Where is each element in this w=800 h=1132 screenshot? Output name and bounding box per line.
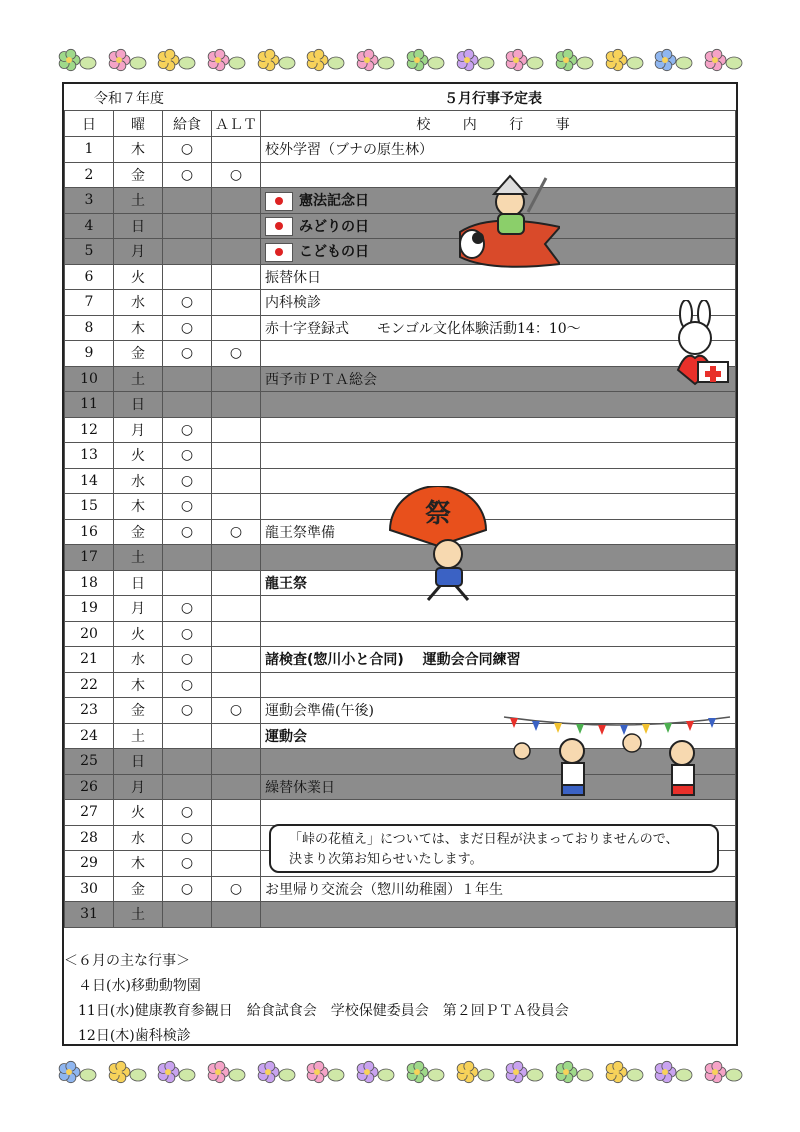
border-ornament xyxy=(453,1057,497,1087)
june-events-heading: ＜６月の主な行事＞ xyxy=(64,953,190,969)
border-ornament xyxy=(204,1057,248,1087)
flower-bird-ornament-icon xyxy=(254,45,298,75)
lunch-cell xyxy=(163,774,212,800)
event-text: 校外学習（ブナの原生林） xyxy=(265,142,433,159)
day-cell: 27 xyxy=(65,800,114,826)
table-row xyxy=(65,213,736,239)
alt-cell: ○ xyxy=(212,341,261,367)
flower-bird-ornament-icon xyxy=(403,45,447,75)
alt-cell xyxy=(212,596,261,622)
border-ornament xyxy=(154,1057,198,1087)
col-header-alt: ＡＬＴ xyxy=(212,111,261,137)
day-cell: 17 xyxy=(65,545,114,571)
flower-bird-ornament-icon xyxy=(453,1057,497,1087)
alt-cell xyxy=(212,647,261,673)
border-ornament xyxy=(303,1057,347,1087)
flower-bird-ornament-icon xyxy=(154,1057,198,1087)
border-ornament xyxy=(105,1057,149,1087)
border-ornament xyxy=(453,45,497,75)
weekday-cell: 木 xyxy=(114,494,163,520)
alt-cell xyxy=(212,239,261,265)
event-cell xyxy=(261,570,736,596)
border-ornament xyxy=(552,45,596,75)
lunch-cell xyxy=(163,213,212,239)
col-header-day: 日 xyxy=(65,111,114,137)
event-cell xyxy=(261,672,736,698)
day-cell: 15 xyxy=(65,494,114,520)
alt-cell: ○ xyxy=(212,698,261,724)
weekday-cell: 金 xyxy=(114,876,163,902)
day-cell: 8 xyxy=(65,315,114,341)
flower-bird-ornament-icon xyxy=(552,45,596,75)
fiscal-year-label: 令和７年度 xyxy=(94,91,164,107)
day-cell: 11 xyxy=(65,392,114,418)
border-ornament xyxy=(353,45,397,75)
col-header-events: 校 内 行 事 xyxy=(261,111,736,137)
day-cell: 16 xyxy=(65,519,114,545)
day-cell: 20 xyxy=(65,621,114,647)
bunting-flags-icon xyxy=(510,718,716,735)
festival-fan-boy-illustration xyxy=(388,486,498,606)
lunch-cell xyxy=(163,366,212,392)
flower-bird-ornament-icon xyxy=(303,45,347,75)
day-cell: 6 xyxy=(65,264,114,290)
alt-cell xyxy=(212,800,261,826)
alt-cell xyxy=(212,621,261,647)
japan-flag-icon xyxy=(265,217,293,236)
lunch-cell xyxy=(163,392,212,418)
alt-cell xyxy=(212,774,261,800)
border-ornament xyxy=(403,1057,447,1087)
event-cell xyxy=(261,137,736,163)
table-row xyxy=(65,392,736,418)
alt-cell xyxy=(212,468,261,494)
table-row xyxy=(65,902,736,928)
weekday-cell: 土 xyxy=(114,188,163,214)
weekday-cell: 日 xyxy=(114,570,163,596)
table-row xyxy=(65,264,736,290)
table-row xyxy=(65,621,736,647)
lunch-cell: ○ xyxy=(163,162,212,188)
weekday-cell: 火 xyxy=(114,443,163,469)
event-text: 諸検査(惣川小と合同) 運動会合同練習 xyxy=(265,652,521,669)
flower-bird-ornament-icon xyxy=(204,45,248,75)
day-cell: 12 xyxy=(65,417,114,443)
alt-cell xyxy=(212,213,261,239)
june-events-section xyxy=(64,949,736,1049)
june-event-item: 11日(水)健康教育参観日 給食試食会 学校保健委員会 第２回ＰＴＡ役員会 xyxy=(64,1003,569,1019)
day-cell: 30 xyxy=(65,876,114,902)
day-cell: 26 xyxy=(65,774,114,800)
day-cell: 24 xyxy=(65,723,114,749)
weekday-cell: 金 xyxy=(114,519,163,545)
border-ornament xyxy=(303,45,347,75)
flower-bird-ornament-icon xyxy=(502,45,546,75)
alt-cell xyxy=(212,902,261,928)
flower-bird-ornament-icon xyxy=(105,1057,149,1087)
flower-bird-ornament-icon xyxy=(353,1057,397,1087)
lunch-cell xyxy=(163,188,212,214)
alt-cell xyxy=(212,672,261,698)
alt-cell xyxy=(212,723,261,749)
day-cell: 10 xyxy=(65,366,114,392)
lunch-cell: ○ xyxy=(163,341,212,367)
alt-cell xyxy=(212,366,261,392)
lunch-cell: ○ xyxy=(163,417,212,443)
flower-bird-ornament-icon xyxy=(353,45,397,75)
weekday-cell: 月 xyxy=(114,239,163,265)
flower-bird-ornament-icon xyxy=(303,1057,347,1087)
weekday-cell: 木 xyxy=(114,851,163,877)
table-row xyxy=(65,137,736,163)
border-ornament xyxy=(602,1057,646,1087)
lunch-cell: ○ xyxy=(163,137,212,163)
lunch-cell: ○ xyxy=(163,596,212,622)
alt-cell xyxy=(212,417,261,443)
event-cell xyxy=(261,647,736,673)
flower-bird-ornament-icon xyxy=(105,45,149,75)
lunch-cell: ○ xyxy=(163,672,212,698)
flower-bird-ornament-icon xyxy=(154,45,198,75)
event-cell xyxy=(261,468,736,494)
notice-line-1: 「峠の花植え」については、まだ日程が決まっておりませんので、 xyxy=(289,832,679,847)
weekday-cell: 金 xyxy=(114,341,163,367)
lunch-cell: ○ xyxy=(163,825,212,851)
table-row xyxy=(65,290,736,316)
flower-bird-ornament-icon xyxy=(204,1057,248,1087)
weekday-cell: 水 xyxy=(114,290,163,316)
weekday-cell: 水 xyxy=(114,647,163,673)
nurse-rabbit-illustration xyxy=(656,300,736,390)
flower-bird-ornament-icon xyxy=(403,1057,447,1087)
alt-cell xyxy=(212,392,261,418)
col-header-weekday: 曜 xyxy=(114,111,163,137)
day-cell: 28 xyxy=(65,825,114,851)
weekday-cell: 火 xyxy=(114,800,163,826)
day-cell: 4 xyxy=(65,213,114,239)
flower-bird-ornament-icon xyxy=(651,1057,695,1087)
border-ornament xyxy=(403,45,447,75)
notice-line-2: 決まり次第お知らせいたします。 xyxy=(289,852,483,867)
day-cell: 9 xyxy=(65,341,114,367)
day-cell: 19 xyxy=(65,596,114,622)
lunch-cell xyxy=(163,723,212,749)
table-header-row xyxy=(65,111,736,137)
table-row xyxy=(65,417,736,443)
event-cell xyxy=(261,417,736,443)
weekday-cell: 日 xyxy=(114,213,163,239)
day-cell: 25 xyxy=(65,749,114,775)
june-event-item: 12日(木)歯科検診 xyxy=(64,1028,191,1044)
festival-sign-text: 祭 xyxy=(424,499,452,529)
event-text: お里帰り交流会（惣川幼稚園）１年生 xyxy=(265,881,503,898)
day-cell: 21 xyxy=(65,647,114,673)
day-cell: 3 xyxy=(65,188,114,214)
border-ornament xyxy=(602,45,646,75)
table-row xyxy=(65,162,736,188)
lunch-cell: ○ xyxy=(163,315,212,341)
alt-cell xyxy=(212,290,261,316)
event-text: 赤十字登録式 モンゴル文化体験活動14：10～ xyxy=(265,320,581,337)
flower-bird-ornament-icon xyxy=(701,45,745,75)
border-ornament xyxy=(55,45,99,75)
lunch-cell: ○ xyxy=(163,698,212,724)
border-ornament xyxy=(154,45,198,75)
border-ornament xyxy=(254,1057,298,1087)
weekday-cell: 金 xyxy=(114,698,163,724)
flower-bird-ornament-icon xyxy=(651,45,695,75)
bottom-flower-border xyxy=(55,1054,745,1090)
border-ornament xyxy=(701,1057,745,1087)
alt-cell xyxy=(212,851,261,877)
flower-bird-ornament-icon xyxy=(453,45,497,75)
event-text: 龍王祭 xyxy=(265,575,307,592)
weekday-cell: 土 xyxy=(114,366,163,392)
flower-bird-ornament-icon xyxy=(701,1057,745,1087)
border-ornament xyxy=(353,1057,397,1087)
table-row xyxy=(65,366,736,392)
lunch-cell xyxy=(163,570,212,596)
alt-cell: ○ xyxy=(212,162,261,188)
lunch-cell xyxy=(163,239,212,265)
alt-cell xyxy=(212,570,261,596)
table-row xyxy=(65,188,736,214)
event-text: こどもの日 xyxy=(299,244,369,260)
weekday-cell: 日 xyxy=(114,392,163,418)
alt-cell xyxy=(212,825,261,851)
first-aid-kit-icon xyxy=(698,362,728,382)
table-row xyxy=(65,443,736,469)
lunch-cell: ○ xyxy=(163,468,212,494)
table-row xyxy=(65,341,736,367)
event-cell xyxy=(261,545,736,571)
border-ornament xyxy=(651,45,695,75)
event-text: 龍王祭準備 xyxy=(265,524,335,541)
weekday-cell: 土 xyxy=(114,545,163,571)
day-cell: 14 xyxy=(65,468,114,494)
page-title: ５月行事予定表 xyxy=(444,91,542,107)
day-cell: 23 xyxy=(65,698,114,724)
event-text: みどりの日 xyxy=(299,218,369,235)
weekday-cell: 火 xyxy=(114,621,163,647)
weekday-cell: 水 xyxy=(114,468,163,494)
samurai-boy-carp-illustration xyxy=(450,172,560,287)
lunch-cell: ○ xyxy=(163,876,212,902)
notice-box xyxy=(269,824,719,873)
alt-cell xyxy=(212,443,261,469)
col-header-lunch: 給食 xyxy=(163,111,212,137)
flower-bird-ornament-icon xyxy=(55,45,99,75)
lunch-cell: ○ xyxy=(163,494,212,520)
table-row xyxy=(65,315,736,341)
border-ornament xyxy=(502,1057,546,1087)
event-cell xyxy=(261,596,736,622)
day-cell: 2 xyxy=(65,162,114,188)
running-children-icon xyxy=(514,734,694,795)
weekday-cell: 月 xyxy=(114,417,163,443)
event-cell xyxy=(261,392,736,418)
lunch-cell: ○ xyxy=(163,519,212,545)
event-cell xyxy=(261,443,736,469)
alt-cell xyxy=(212,749,261,775)
alt-cell: ○ xyxy=(212,876,261,902)
weekday-cell: 日 xyxy=(114,749,163,775)
flower-bird-ornament-icon xyxy=(552,1057,596,1087)
day-cell: 7 xyxy=(65,290,114,316)
alt-cell xyxy=(212,494,261,520)
day-cell: 22 xyxy=(65,672,114,698)
weekday-cell: 月 xyxy=(114,596,163,622)
border-ornament xyxy=(105,45,149,75)
alt-cell: ○ xyxy=(212,519,261,545)
day-cell: 5 xyxy=(65,239,114,265)
flower-bird-ornament-icon xyxy=(55,1057,99,1087)
schedule-header xyxy=(64,84,736,111)
border-ornament xyxy=(254,45,298,75)
day-cell: 29 xyxy=(65,851,114,877)
top-flower-border xyxy=(55,42,745,78)
event-cell xyxy=(261,494,736,520)
border-ornament xyxy=(204,45,248,75)
weekday-cell: 木 xyxy=(114,672,163,698)
flower-bird-ornament-icon xyxy=(502,1057,546,1087)
lunch-cell: ○ xyxy=(163,800,212,826)
table-row xyxy=(65,239,736,265)
event-text: 振替休日 xyxy=(265,269,321,286)
japan-flag-icon xyxy=(265,243,293,262)
event-text: 憲法記念日 xyxy=(299,193,369,209)
schedule-frame xyxy=(62,82,738,1046)
event-text: 繰替休業日 xyxy=(265,779,335,796)
border-ornament xyxy=(55,1057,99,1087)
alt-cell xyxy=(212,188,261,214)
table-row xyxy=(65,647,736,673)
event-text: 西予市ＰＴＡ総会 xyxy=(265,371,377,388)
weekday-cell: 金 xyxy=(114,162,163,188)
alt-cell xyxy=(212,137,261,163)
flower-bird-ornament-icon xyxy=(602,45,646,75)
event-text: 運動会準備(午後) xyxy=(265,703,374,720)
sports-day-illustration xyxy=(502,711,732,811)
june-event-item: ４日(水)移動動物園 xyxy=(64,978,201,994)
event-text: 運動会 xyxy=(265,728,307,745)
day-cell: 13 xyxy=(65,443,114,469)
lunch-cell: ○ xyxy=(163,443,212,469)
lunch-cell xyxy=(163,902,212,928)
border-ornament xyxy=(701,45,745,75)
event-cell xyxy=(261,519,736,545)
lunch-cell: ○ xyxy=(163,621,212,647)
event-cell xyxy=(261,621,736,647)
day-cell: 18 xyxy=(65,570,114,596)
border-ornament xyxy=(502,45,546,75)
weekday-cell: 木 xyxy=(114,137,163,163)
day-cell: 31 xyxy=(65,902,114,928)
border-ornament xyxy=(651,1057,695,1087)
weekday-cell: 月 xyxy=(114,774,163,800)
japan-flag-icon xyxy=(265,192,293,211)
lunch-cell: ○ xyxy=(163,647,212,673)
lunch-cell xyxy=(163,749,212,775)
flower-bird-ornament-icon xyxy=(254,1057,298,1087)
lunch-cell: ○ xyxy=(163,851,212,877)
event-cell xyxy=(261,902,736,928)
alt-cell xyxy=(212,264,261,290)
lunch-cell xyxy=(163,264,212,290)
lunch-cell: ○ xyxy=(163,290,212,316)
lunch-cell xyxy=(163,545,212,571)
alt-cell xyxy=(212,545,261,571)
day-cell: 1 xyxy=(65,137,114,163)
weekday-cell: 水 xyxy=(114,825,163,851)
event-text: 内科検診 xyxy=(265,295,321,312)
weekday-cell: 火 xyxy=(114,264,163,290)
event-cell xyxy=(261,876,736,902)
table-row xyxy=(65,672,736,698)
border-ornament xyxy=(552,1057,596,1087)
flower-bird-ornament-icon xyxy=(602,1057,646,1087)
weekday-cell: 土 xyxy=(114,902,163,928)
weekday-cell: 木 xyxy=(114,315,163,341)
weekday-cell: 土 xyxy=(114,723,163,749)
table-row xyxy=(65,876,736,902)
alt-cell xyxy=(212,315,261,341)
